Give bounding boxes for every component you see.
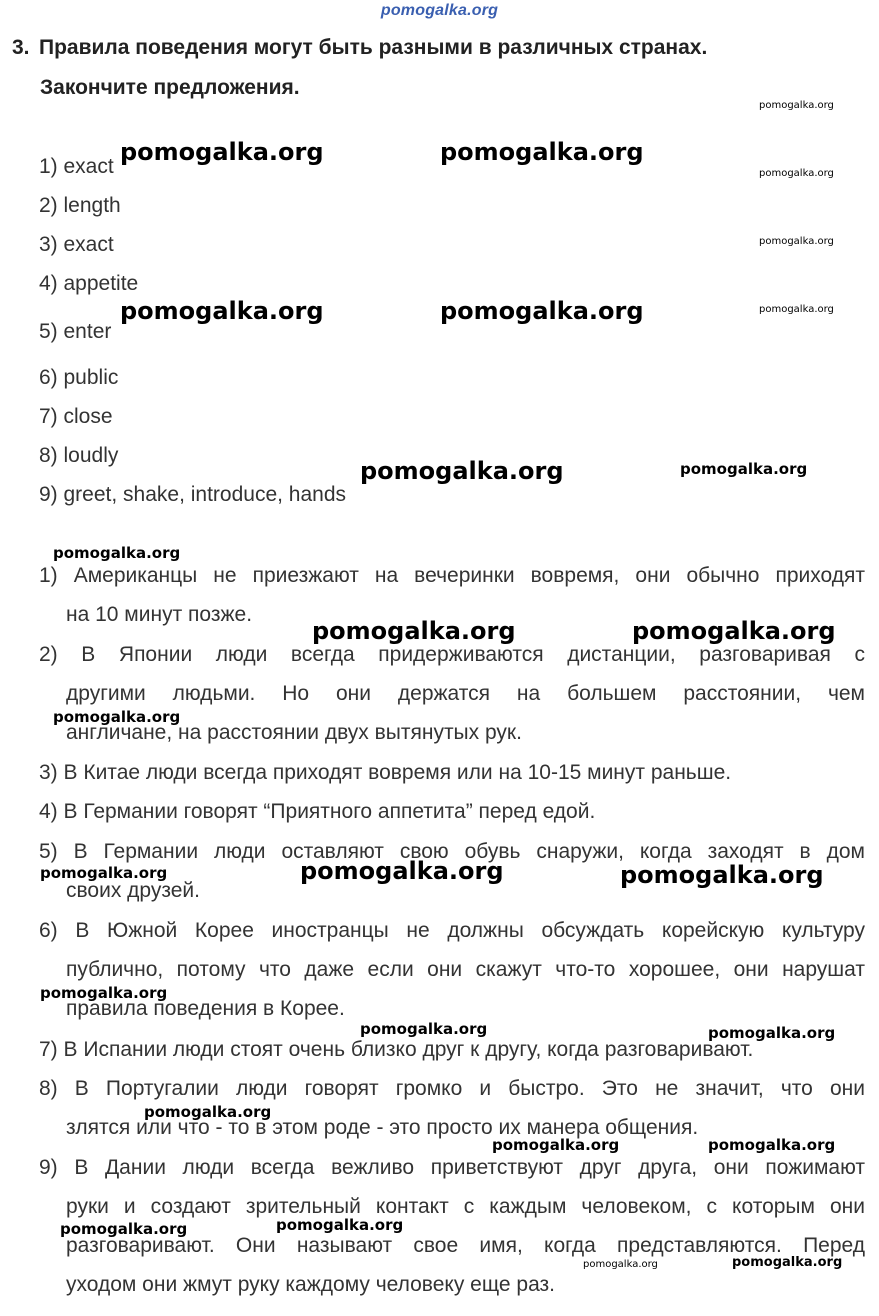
watermark: pomogalka.org	[120, 297, 324, 325]
watermark: pomogalka.org	[144, 1103, 272, 1121]
sentence-line: 1) Американцы не приезжают на вечеринки вовремя, они обычно приходят	[39, 564, 865, 587]
watermark: pomogalka.org	[583, 1259, 658, 1270]
task-title	[12, 36, 872, 60]
watermark: pomogalka.org	[708, 1136, 836, 1154]
sentence-line: 3) В Китае люди всегда приходят вовремя или на 10-15 минут раньше.	[39, 761, 732, 784]
watermark: pomogalka.org	[759, 168, 834, 179]
answer-item: 6) public	[39, 366, 119, 389]
sentence-line: злятся или что - то в этом роде - это просто их манера общения.	[66, 1116, 699, 1139]
watermark: pomogalka.org	[360, 457, 564, 485]
sentence-line: 8) В Португалии люди говорят громко и быстро. Это не значит, что они	[39, 1077, 865, 1100]
answer-item: 9) greet, shake, introduce, hands	[39, 483, 347, 506]
watermark: pomogalka.org	[53, 544, 181, 562]
answer-item: 1) exact	[39, 155, 114, 178]
watermark: pomogalka.org	[759, 236, 834, 247]
answer-item: 3) exact	[39, 233, 114, 256]
sentence-4	[39, 792, 865, 831]
site-header[interactable]: pomogalka.org	[380, 2, 499, 19]
answer-item: 2) length	[39, 194, 121, 217]
watermark: pomogalka.org	[759, 100, 834, 111]
watermark: pomogalka.org	[732, 1255, 843, 1270]
watermark: pomogalka.org	[708, 1024, 836, 1042]
sentence-line: публично, потому что даже если они скажут что-то хорошее, они нарушат	[66, 958, 865, 981]
watermark: pomogalka.org	[60, 1220, 188, 1238]
task-title-text: Правила поведения могут быть разными в различных странах.	[39, 36, 708, 59]
sentence-line: 4) В Германии говорят “Приятного аппетита” перед едой.	[39, 800, 596, 823]
sentence-line: своих друзей.	[66, 879, 200, 902]
sentence-line: англичане, на расстоянии двух вытянутых рук.	[66, 721, 522, 744]
sentence-line: 6) В Южной Корее иностранцы не должны обсуждать корейскую культуру	[39, 919, 865, 942]
task-number: 3.	[12, 36, 30, 59]
sentence-line: на 10 минут позже.	[66, 603, 253, 626]
sentence-line: 5) В Германии люди оставляют свою обувь снаружи, когда заходят в дом	[39, 840, 865, 863]
watermark: pomogalka.org	[300, 857, 504, 885]
watermark: pomogalka.org	[440, 297, 644, 325]
watermark: pomogalka.org	[40, 864, 168, 882]
watermark: pomogalka.org	[53, 708, 181, 726]
watermark: pomogalka.org	[40, 984, 168, 1002]
watermark: pomogalka.org	[680, 460, 808, 478]
watermark: pomogalka.org	[120, 138, 324, 166]
sentence-line: другими людьми. Но они держатся на большем расстоянии, чем	[66, 682, 865, 705]
watermark: pomogalka.org	[492, 1136, 620, 1154]
watermark: pomogalka.org	[759, 304, 834, 315]
sentence-line: руки и создают зрительный контакт с каждым человеком, с которым они	[66, 1195, 865, 1218]
watermark: pomogalka.org	[620, 861, 824, 889]
answer-item: 5) enter	[39, 320, 112, 343]
watermark: pomogalka.org	[312, 617, 516, 645]
answer-item: 8) loudly	[39, 444, 119, 467]
sentence-3	[39, 753, 865, 792]
sentence-line: разговаривают. Они называют свое имя, когда представляются. Перед	[66, 1234, 865, 1257]
sentence-line: 2) В Японии люди всегда придерживаются дистанции, разговаривая с	[39, 643, 865, 666]
sentence-line: 7) В Испании люди стоят очень близко друг к другу, когда разговаривают.	[39, 1038, 754, 1061]
sentence-line: правила поведения в Корее.	[66, 997, 345, 1020]
watermark: pomogalka.org	[632, 617, 836, 645]
watermark: pomogalka.org	[440, 138, 644, 166]
sentence-2	[39, 635, 865, 752]
watermark: pomogalka.org	[276, 1216, 404, 1234]
sentence-line: уходом они жмут руку каждому человеку еще раз.	[66, 1273, 555, 1296]
watermark: pomogalka.org	[360, 1020, 488, 1038]
sentence-6	[39, 911, 865, 1028]
answer-item: 7) close	[39, 405, 113, 428]
answer-item: 4) appetite	[39, 272, 139, 295]
task-subtitle: Закончите предложения.	[40, 76, 300, 99]
sentence-line: 9) В Дании люди всегда вежливо приветствуют друг друга, они пожимают	[39, 1156, 865, 1179]
